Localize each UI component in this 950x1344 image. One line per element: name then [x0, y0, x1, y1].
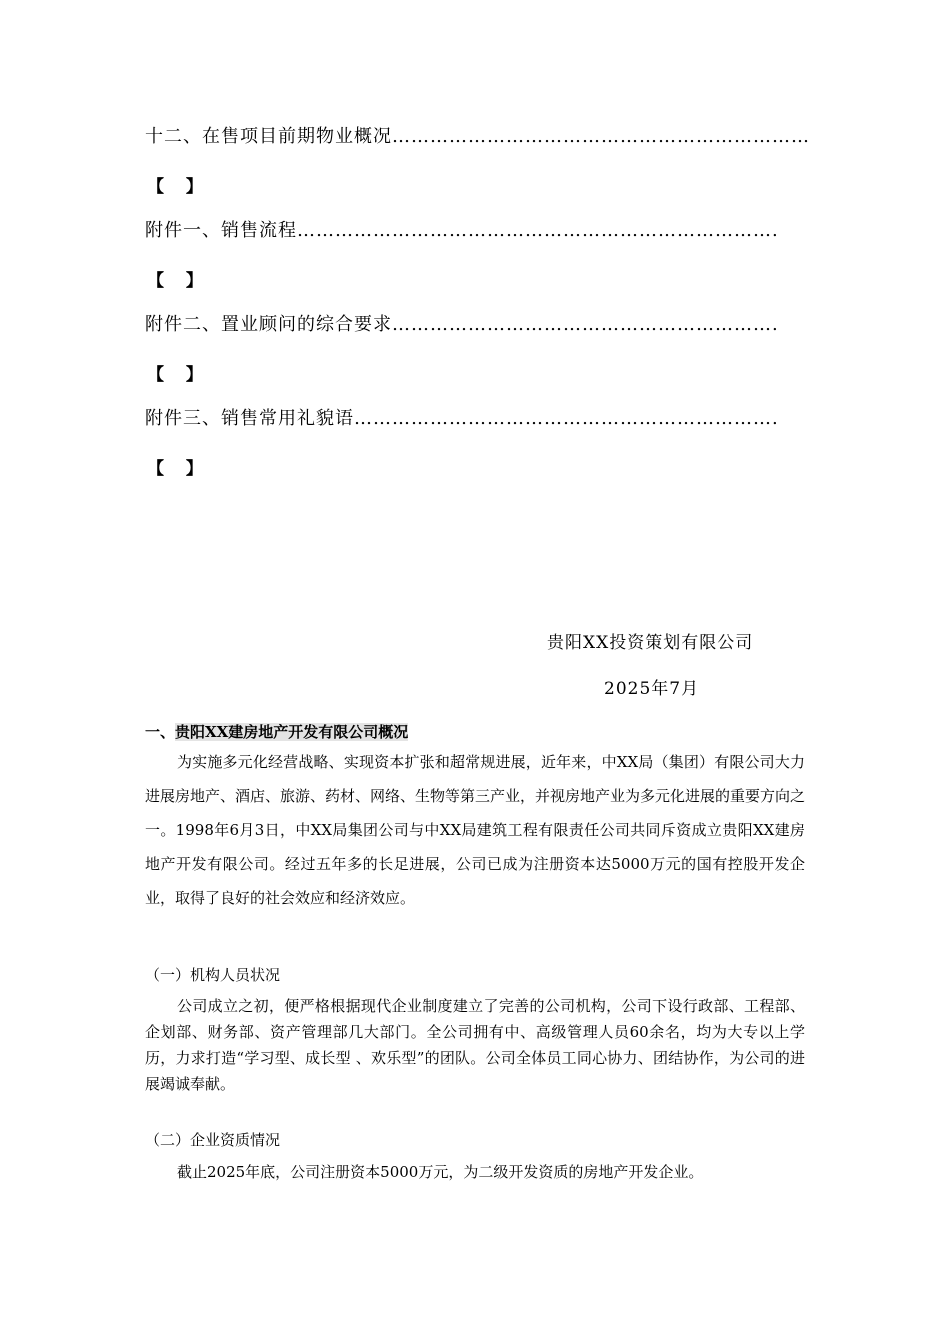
subsection-paragraph-organization: 公司成立之初，便严格根据现代企业制度建立了完善的公司机构，公司下设行政部、工程部、企划部、财务部、资产管理部几大部门。全公司拥有中、高级管理人员60余名，均为大专以上学历，力求打造“学习型、成长型 、欢乐型”的团队。公司全体员工同心协力、团结协作，为公司的进展竭诚奉献。	[145, 997, 805, 1093]
subsection-title-qualification: （二）企业资质情况	[145, 1131, 281, 1149]
toc-page-bracket: 【 】	[147, 459, 211, 479]
toc-appendix-1: 附件一、销售流程………………………………………………………………….	[145, 220, 779, 241]
subsection-title-organization: （一）机构人员状况	[145, 966, 281, 984]
section-number: 一、	[145, 723, 176, 741]
signature-date: 2025年7月	[604, 679, 700, 699]
toc-appendix-3: 附件三、销售常用礼貌语………………………………………………………….	[145, 408, 779, 429]
section-title: 贵阳XX建房地产开发有限公司概况	[175, 723, 409, 741]
section-heading	[145, 722, 408, 742]
toc-page-bracket: 【 】	[147, 177, 211, 197]
toc-page-bracket: 【 】	[147, 271, 211, 291]
subsection-paragraph-qualification: 截止2025年底，公司注册资本5000万元，为二级开发资质的房地产开发企业。	[177, 1163, 704, 1181]
section-intro-paragraph: 为实施多元化经营战略、实现资本扩张和超常规进展，近年来，中XX局（集团）有限公司大力进展房地产、酒店、旅游、药材、网络、生物等第三产业，并视房地产业为多元化进展的重要方向之一。1998年6月3日，中XX局集团公司与中XX局建筑工程有限责任公司共同斥资成立贵阳XX建房地产开发有限公司。经过五年多的长足进展，公司已成为注册资本达5000万元的国有控股开发企业，取得了良好的社会效应和经济效应。	[145, 753, 806, 907]
toc-item-12: 十二、在售项目前期物业概况…………………………………………………………	[145, 126, 810, 147]
signature-company: 贵阳XX投资策划有限公司	[547, 633, 754, 653]
toc-page-bracket: 【 】	[147, 365, 211, 385]
toc-appendix-2: 附件二、置业顾问的综合要求…………………………………………………….	[145, 314, 779, 335]
